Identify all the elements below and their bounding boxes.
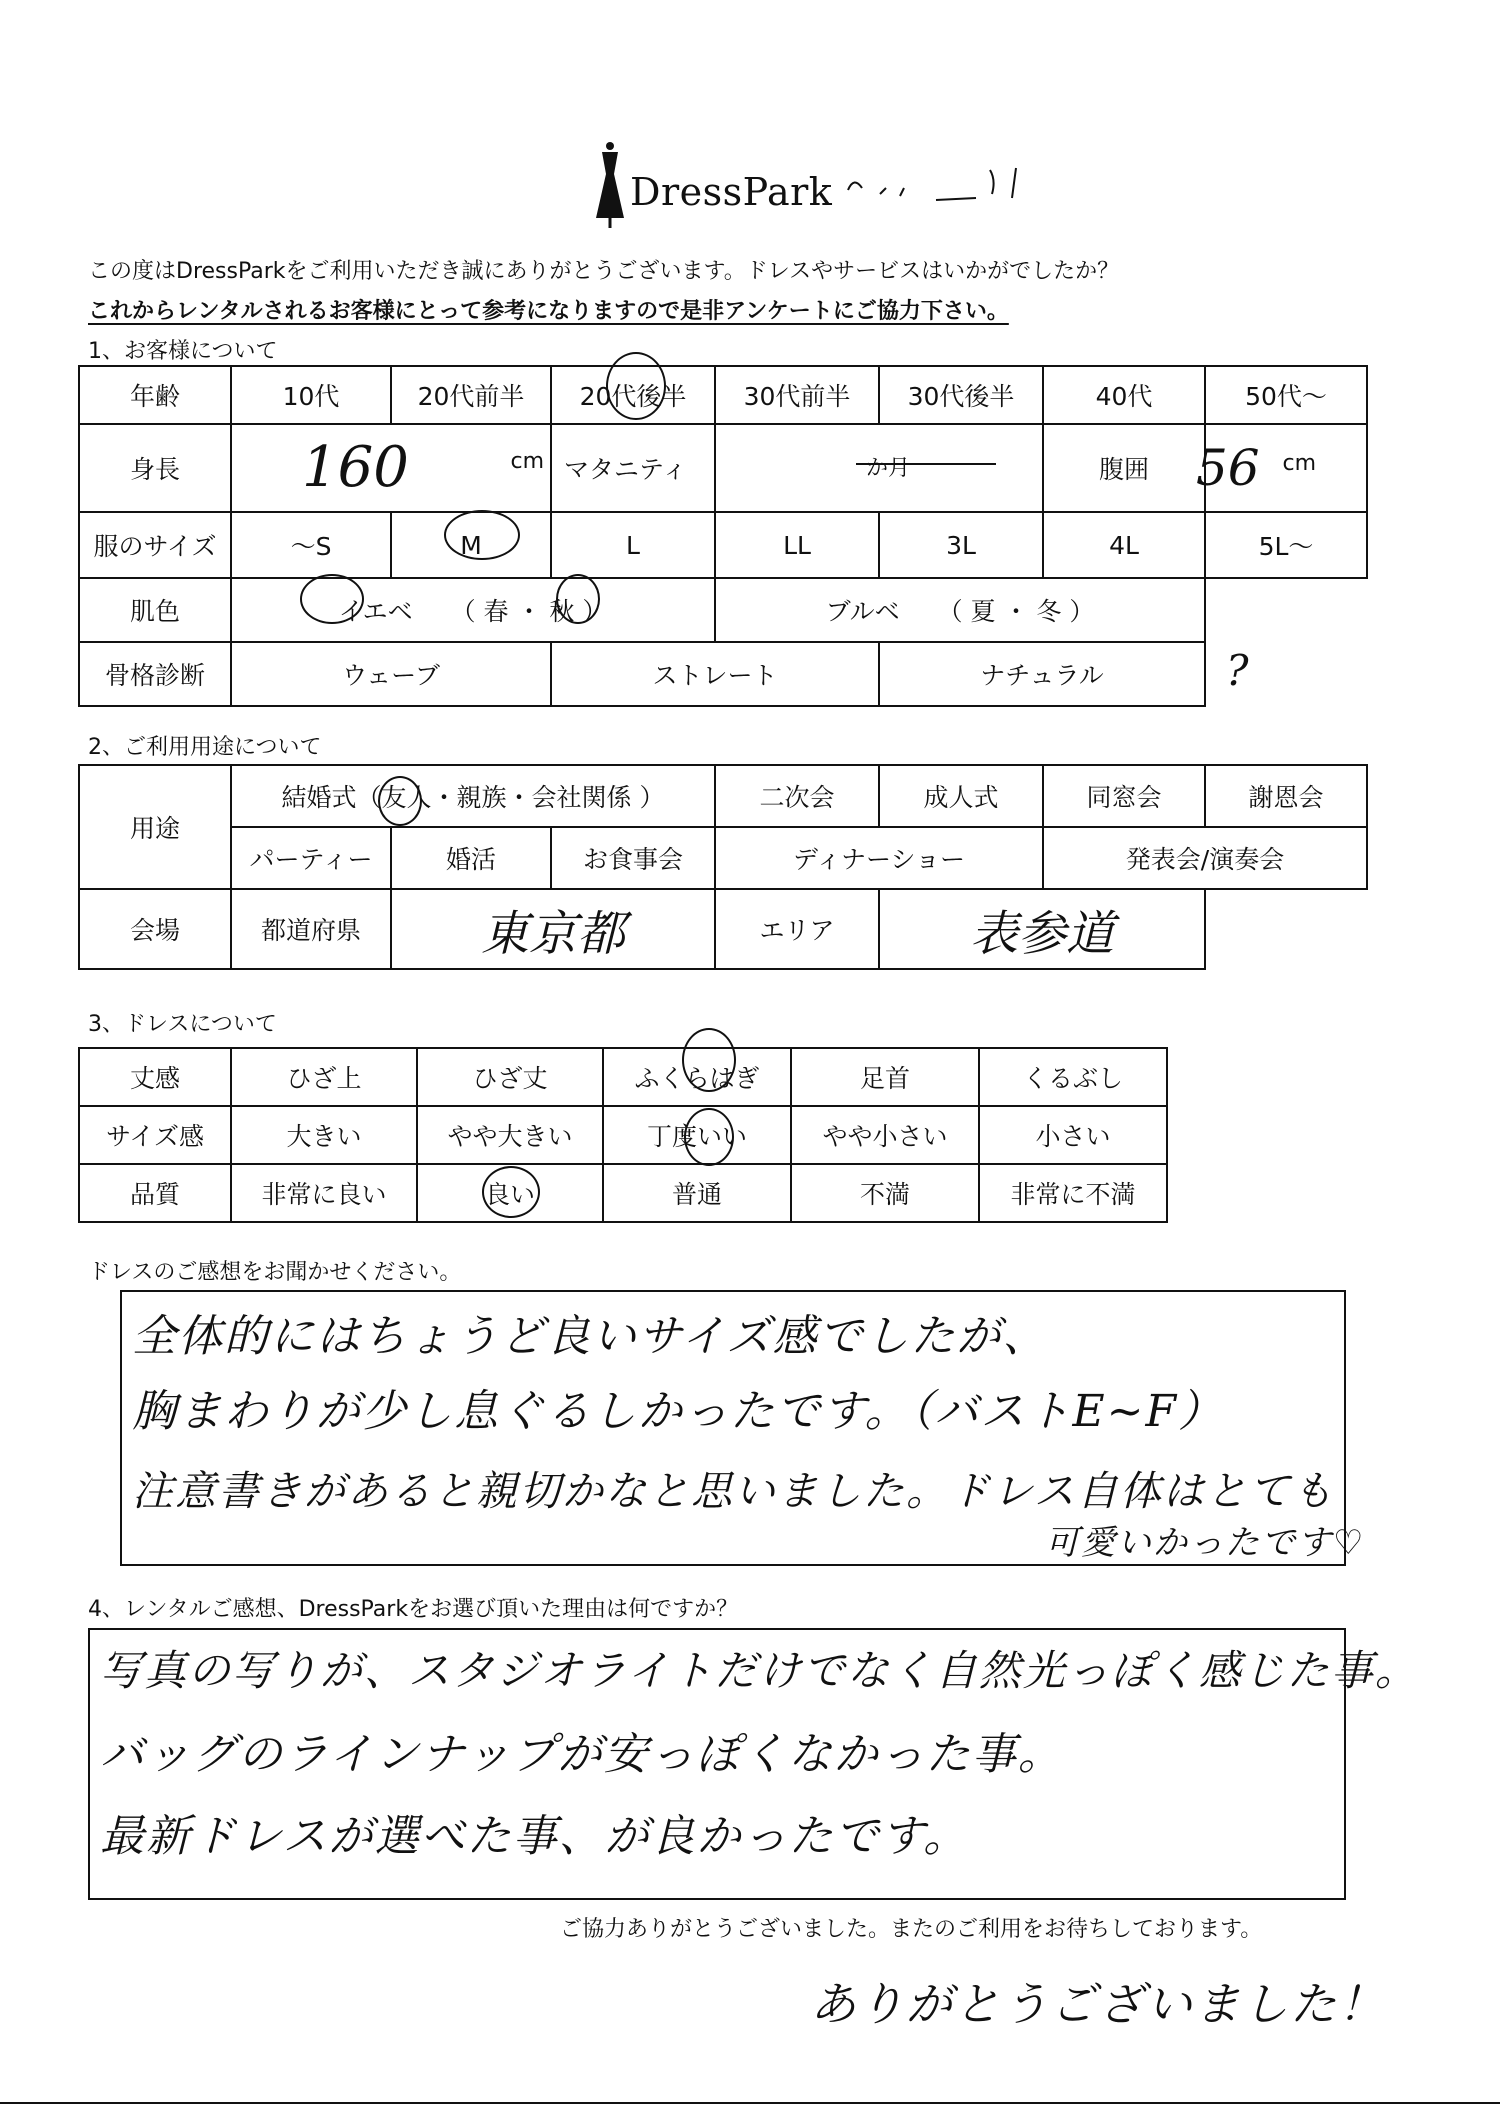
age-option-late-20s[interactable]: 20代後半: [551, 366, 715, 424]
skin-autumn-mark: [556, 574, 600, 624]
reason-line-2: バッグのラインナップが安っぽくなかった事。: [100, 1729, 1064, 1780]
section-3-title: 3、ドレスについて: [88, 1012, 277, 1037]
age-option-40s[interactable]: 40代: [1043, 366, 1205, 424]
impressions-line-2: 胸まわりが少し息ぐるしかったです。（バストE~F）: [132, 1386, 1224, 1437]
length-option-knee[interactable]: ひざ丈: [417, 1048, 603, 1106]
area-label: エリア: [715, 889, 879, 969]
fit-option-just-right[interactable]: 丁度いい: [603, 1106, 791, 1164]
age-option-early-20s[interactable]: 20代前半: [391, 366, 551, 424]
purpose-table: [78, 764, 1368, 970]
bone-note: ?: [1226, 646, 1249, 695]
impressions-line-1: 全体的にはちょうど良いサイズ感でしたが、: [132, 1311, 1049, 1362]
size-option-s[interactable]: ～S: [231, 512, 391, 578]
skin-blue-option[interactable]: [715, 578, 1205, 642]
skin-yellow-seasons: （ 春 ・ 秋 ）: [450, 597, 608, 626]
purpose-option-wedding[interactable]: 結婚式（友人・親族・会社関係 ）: [231, 765, 715, 827]
purpose-friend-mark: [378, 776, 422, 826]
purpose-option-konkatsu[interactable]: 婚活: [391, 827, 551, 889]
size-option-m[interactable]: M: [391, 512, 551, 578]
dress-icon: [590, 140, 630, 230]
brand-name: DressPark: [630, 170, 833, 214]
bone-option-straight[interactable]: ストレート: [551, 642, 879, 706]
bone-option-natural[interactable]: ナチュラル: [879, 642, 1205, 706]
skin-label: 肌色: [79, 578, 231, 642]
skin-blue-seasons: （ 夏 ・ 冬 ）: [937, 597, 1095, 626]
fit-option-small[interactable]: 小さい: [979, 1106, 1167, 1164]
purpose-option-after-party[interactable]: 二次会: [715, 765, 879, 827]
quality-option-very-poor[interactable]: 非常に不満: [979, 1164, 1167, 1222]
size-option-4l[interactable]: 4L: [1043, 512, 1205, 578]
length-option-ankle[interactable]: 足首: [791, 1048, 979, 1106]
bottom-rule: [0, 2100, 1500, 2106]
purpose-option-recital[interactable]: 発表会/演奏会: [1043, 827, 1367, 889]
fit-option-large[interactable]: 大きい: [231, 1106, 417, 1164]
prefecture-value[interactable]: 東京都: [391, 889, 715, 969]
footer-handwritten-thanks: ありがとうございました！: [810, 1977, 1386, 2031]
height-field[interactable]: [231, 424, 551, 512]
quality-option-very-good[interactable]: 非常に良い: [231, 1164, 417, 1222]
impressions-prompt: ドレスのご感想をお聞かせください。: [88, 1260, 462, 1285]
age-selection-mark: [606, 352, 666, 420]
quality-option-good[interactable]: 良い: [417, 1164, 603, 1222]
skin-blue-label: ブルベ: [825, 597, 900, 626]
length-option-anklebone[interactable]: くるぶし: [979, 1048, 1167, 1106]
quality-option-average[interactable]: 普通: [603, 1164, 791, 1222]
length-selection-mark: [682, 1028, 736, 1092]
fit-label: サイズ感: [79, 1106, 231, 1164]
size-selection-mark: [444, 510, 520, 560]
logo-scribble: [840, 150, 1080, 220]
brand-logo: [590, 140, 1110, 230]
size-option-3l[interactable]: 3L: [879, 512, 1043, 578]
quality-selection-mark: [482, 1166, 540, 1218]
waist-value: 56: [1196, 439, 1260, 497]
purpose-option-dinner[interactable]: お食事会: [551, 827, 715, 889]
waist-unit: cm: [1282, 451, 1316, 476]
length-option-above-knee[interactable]: ひざ上: [231, 1048, 417, 1106]
age-option-early-30s[interactable]: 30代前半: [715, 366, 879, 424]
intro-line-2: これからレンタルされるお客様にとって参考になりますので是非アンケートにご協力下さい。: [88, 299, 1009, 324]
waist-label: 腹囲: [1043, 424, 1205, 512]
quality-label: 品質: [79, 1164, 231, 1222]
section-1-title: 1、お客様について: [88, 339, 278, 364]
age-option-50s[interactable]: 50代～: [1205, 366, 1367, 424]
fit-option-slightly-small[interactable]: やや小さい: [791, 1106, 979, 1164]
footer-thanks: ご協力ありがとうございました。またのご利用をお待ちしております。: [560, 1917, 1263, 1942]
size-label: 服のサイズ: [79, 512, 231, 578]
maternity-strike: [856, 461, 996, 467]
age-option-late-30s[interactable]: 30代後半: [879, 366, 1043, 424]
bone-label: 骨格診断: [79, 642, 231, 706]
dress-table: [78, 1047, 1168, 1223]
waist-field[interactable]: [1196, 424, 1367, 512]
quality-option-poor[interactable]: 不満: [791, 1164, 979, 1222]
reason-line-3: 最新ドレスが選べた事、が良かったです。: [100, 1811, 970, 1862]
area-value[interactable]: 表参道: [879, 889, 1205, 969]
impressions-line-3: 注意書きがあると親切かなと思いました。ドレス自体はとても: [132, 1467, 1335, 1515]
maternity-field[interactable]: [715, 424, 1043, 512]
height-label: 身長: [79, 424, 231, 512]
purpose-option-party[interactable]: パーティー: [231, 827, 391, 889]
age-option-10s[interactable]: 10代: [231, 366, 391, 424]
purpose-option-thanks-party[interactable]: 謝恩会: [1205, 765, 1367, 827]
purpose-option-dinner-show[interactable]: ディナーショー: [715, 827, 1043, 889]
height-unit: cm: [510, 449, 544, 474]
section-4-prompt: 4、レンタルご感想、DressParkをお選び頂いた理由は何ですか？: [88, 1597, 739, 1622]
purpose-option-reunion[interactable]: 同窓会: [1043, 765, 1205, 827]
purpose-option-coming-of-age[interactable]: 成人式: [879, 765, 1043, 827]
venue-label: 会場: [79, 889, 231, 969]
maternity-label: マタニティ: [551, 424, 715, 512]
maternity-value: か月: [866, 456, 911, 481]
intro-line-1: この度はDressParkをご利用いただき誠にありがとうございます。ドレスやサービスはいかがでしたか？: [88, 259, 1120, 284]
skin-yellow-mark: [300, 574, 364, 624]
height-value: 160: [302, 435, 409, 500]
impressions-line-4: 可愛いかったです♡: [1045, 1523, 1366, 1563]
length-option-calf[interactable]: ふくらはぎ: [603, 1048, 791, 1106]
prefecture-label: 都道府県: [231, 889, 391, 969]
customer-table: [78, 365, 1368, 707]
skin-yellow-label: イエベ: [338, 597, 413, 626]
size-option-l[interactable]: L: [551, 512, 715, 578]
size-option-ll[interactable]: LL: [715, 512, 879, 578]
reason-line-1: 写真の写りが、スタジオライトだけでなく自然光っぽく感じた事。: [100, 1646, 1419, 1695]
purpose-label: 用途: [79, 765, 231, 889]
age-label: 年齢: [79, 366, 231, 424]
bone-option-wave[interactable]: ウェーブ: [231, 642, 551, 706]
size-option-5l[interactable]: 5L～: [1205, 512, 1367, 578]
fit-selection-mark: [684, 1108, 734, 1166]
fit-option-slightly-large[interactable]: やや大きい: [417, 1106, 603, 1164]
section-2-title: 2、ご利用用途について: [88, 735, 322, 760]
length-label: 丈感: [79, 1048, 231, 1106]
